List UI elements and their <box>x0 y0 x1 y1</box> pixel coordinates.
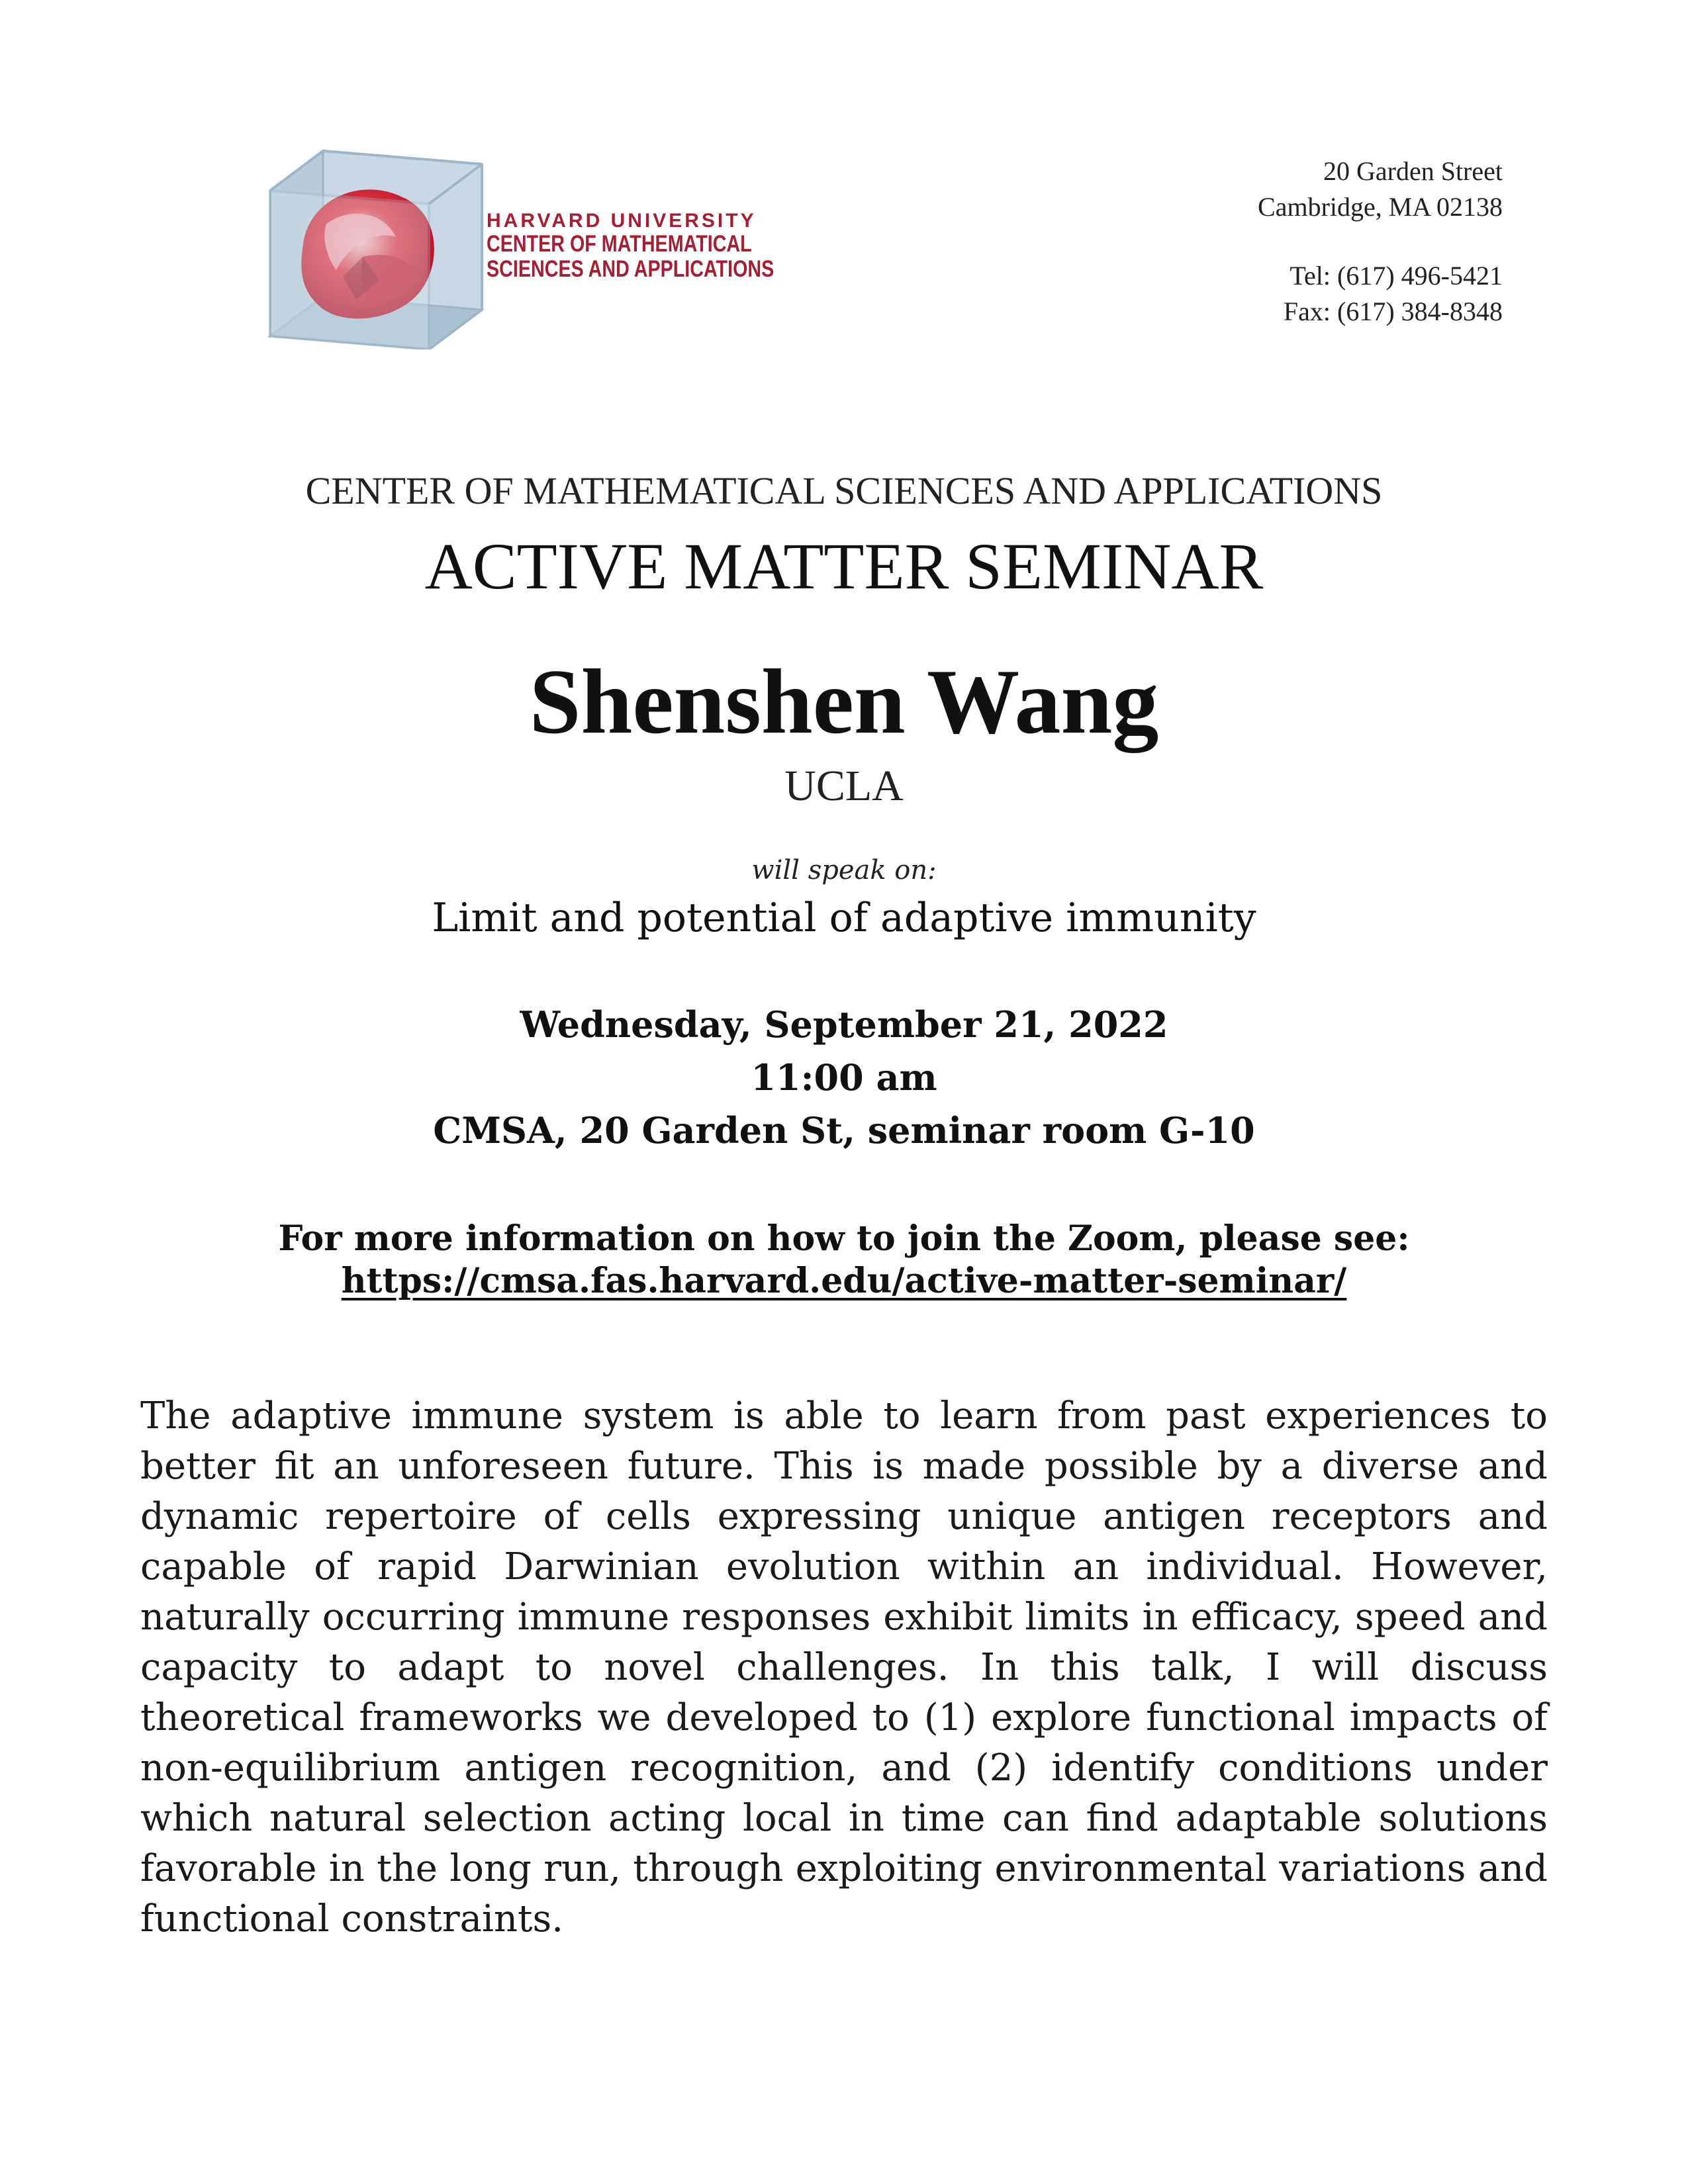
logo-line-center: CENTER OF MATHEMATICAL <box>487 231 752 257</box>
speaker-affiliation: UCLA <box>784 762 904 810</box>
speaker-name: Shenshen Wang <box>529 651 1159 753</box>
address-city: Cambridge, MA 02138 <box>1258 192 1503 222</box>
address-street: 20 Garden Street <box>1323 156 1503 186</box>
logo-wordmark <box>487 210 837 282</box>
will-speak-label: will speak on: <box>751 855 937 886</box>
seminar-name: ACTIVE MATTER SEMINAR <box>424 529 1264 603</box>
zoom-url-link[interactable]: https://cmsa.fas.harvard.edu/active-matter-seminar/ <box>341 1261 1347 1301</box>
event-time: 11:00 am <box>751 1056 937 1099</box>
zoom-intro: For more information on how to join the Zoom, please see: <box>278 1218 1410 1259</box>
address-tel: Tel: (617) 496-5421 <box>1289 261 1503 291</box>
center-name: CENTER OF MATHEMATICAL SCIENCES AND APPLICATIONS <box>305 469 1383 512</box>
address-fax: Fax: (617) 384-8348 <box>1283 296 1503 326</box>
event-date: Wednesday, September 21, 2022 <box>520 1003 1168 1046</box>
logo-line-sciences: SCIENCES AND APPLICATIONS <box>487 256 774 283</box>
talk-title: Limit and potential of adaptive immunity <box>432 895 1256 941</box>
event-location: CMSA, 20 Garden St, seminar room G-10 <box>433 1109 1255 1152</box>
zoom-info <box>0 1218 1688 1302</box>
address-block <box>1258 154 1503 330</box>
event-details <box>0 998 1688 1157</box>
logo-line-university: HARVARD UNIVERSITY <box>487 210 757 232</box>
talk-abstract: The adaptive immune system is able to learn from past experiences to better fit an unforeseen future. This is made possible by a diverse and dynamic repertoire of cells expressing unique antigen receptors and capable of rapid Darwinian evolution within an individual. However, naturally occurring immune responses exhibit limits in efficacy, speed and capacity to adapt to novel challenges. In this talk, I will discuss theoretical frameworks we developed to (1) explore functional impacts of non-equilibrium antigen recognition, and (2) identify conditions under which natural selection acting local in time can find adaptable solutions favorable in the long run, through exploiting environmental variations and functional constraints. <box>140 1394 1548 1940</box>
cmsa-logo-icon <box>263 144 489 349</box>
